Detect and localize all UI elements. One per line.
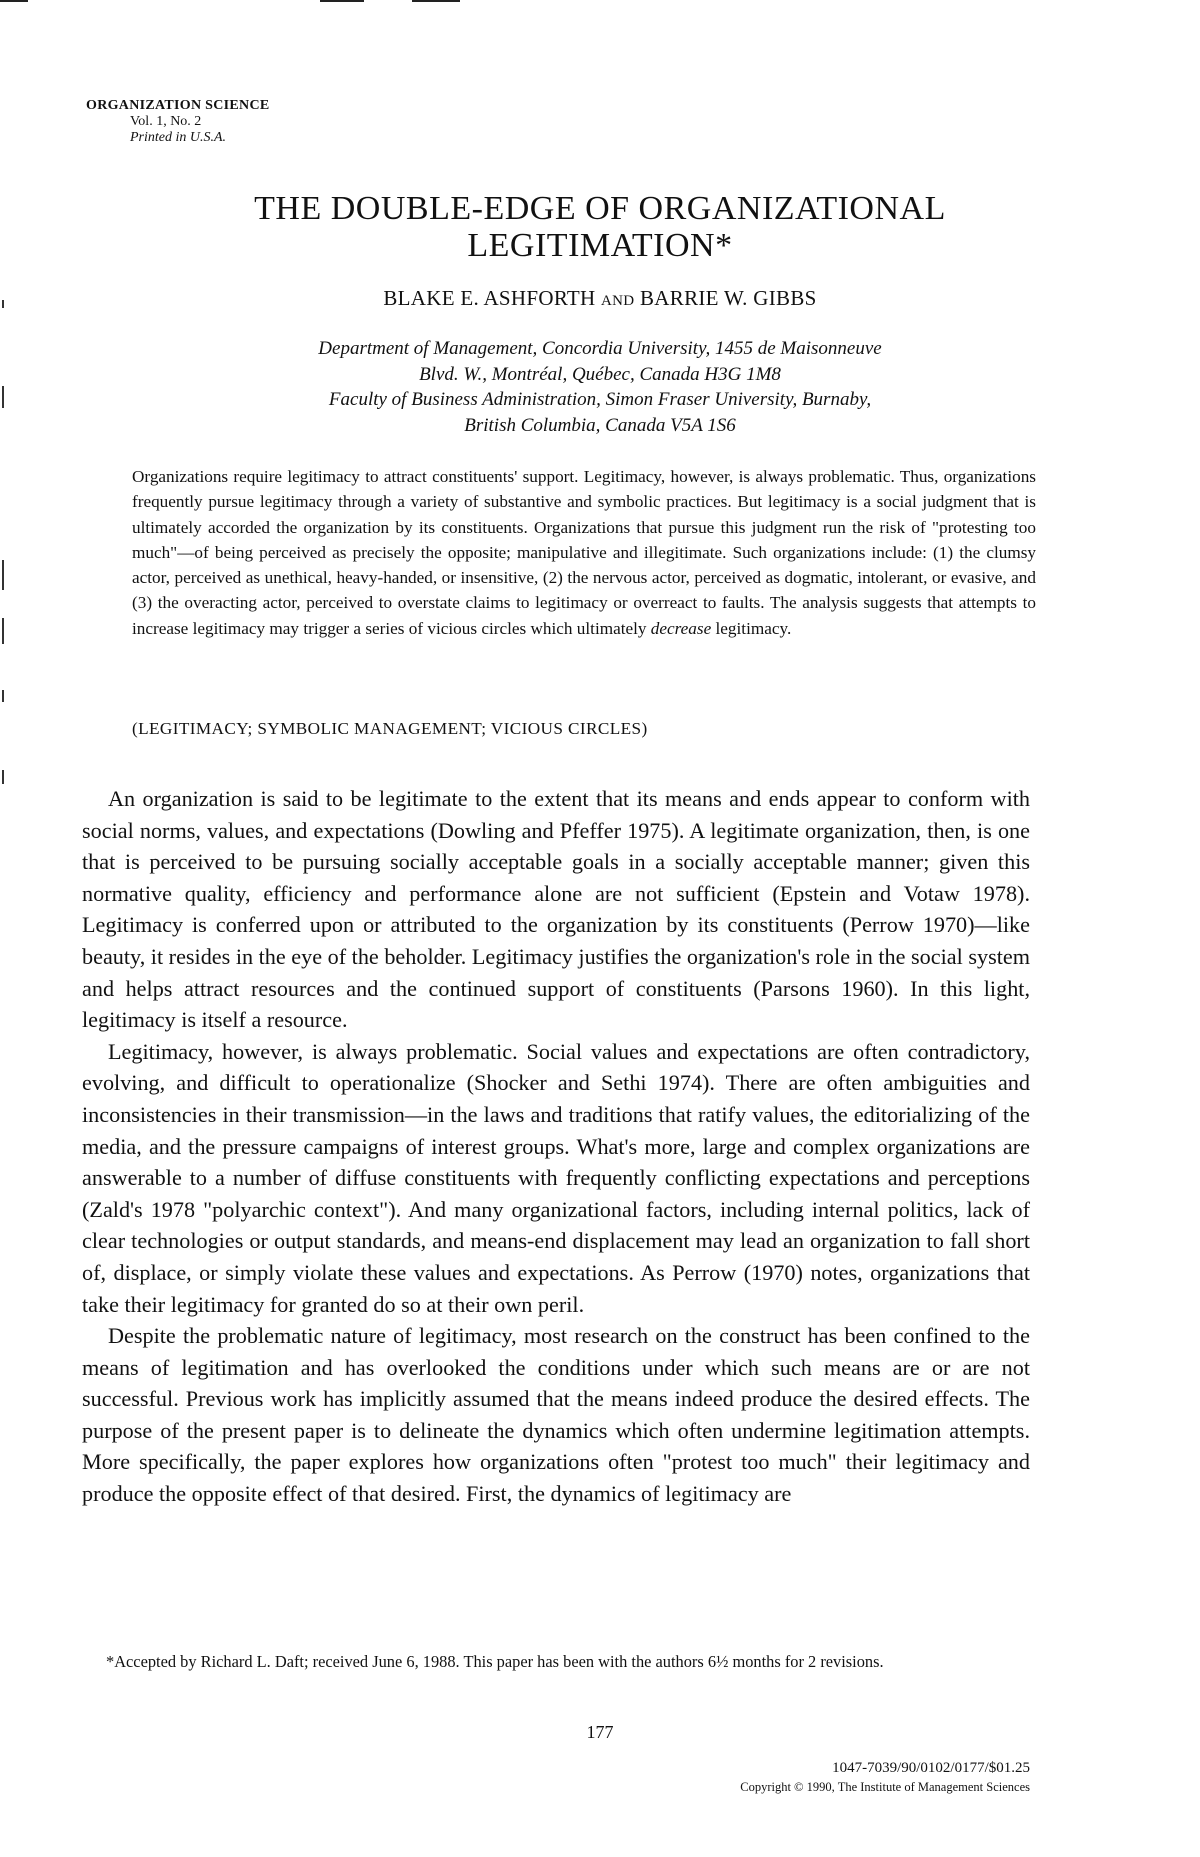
journal-volume: Vol. 1, No. 2 <box>130 114 202 129</box>
publication-info <box>740 1759 1030 1797</box>
abstract-main: Organizations require legitimacy to attract constituents' support. Legitimacy, however, is always problematic. Thus, organizations frequently pursue legitimacy through a variety of substantive and symbolic practices. But legitimacy is a social judgment that is ultimately accorded the organization by its constituents. Organizations that pursue this judgment run the risk of "protesting too much"—of being perceived as precisely the opposite; manipulative and illegitimate. Such organizations include: (1) the clumsy actor, perceived as unethical, heavy-handed, or insensitive, (2) the nervous actor, perceived as dogmatic, intolerant, or evasive, and (3) the overacting actor, perceived to overstate claims to legitimacy or overreact to faults. The analysis suggests that attempts to increase legitimacy may trigger a series of vicious circles which ultimately <box>132 467 1036 638</box>
author-2: BARRIE W. GIBBS <box>640 286 817 310</box>
abstract-end: legitimacy. <box>711 618 792 638</box>
affiliation-line: Blvd. W., Montréal, Québec, Canada H3G 1M8 <box>419 363 781 385</box>
body-paragraph: An organization is said to be legitimate to the extent that its means and ends appear to conform with social norms, values, and expectations (Dowling and Pfeffer 1975). A legitimate organization, then, is one that is perceived to be pursuing socially acceptable goals in a socially acceptable manner; given this normative quality, efficiency and performance alone are not sufficient (Epstein and Votaw 1978). Legitimacy is conferred upon or attributed to the organization by its constituents (Perrow 1970)—like beauty, it resides in the eye of the beholder. Legitimacy justifies the organization's role in the social system and helps attract resources and the continued support of constituents (Parsons 1960). In this light, legitimacy is itself a resource. <box>82 786 1030 1033</box>
author-1: BLAKE E. ASHFORTH <box>383 286 596 310</box>
affiliation-line: British Columbia, Canada V5A 1S6 <box>464 414 736 436</box>
title-line-1: THE DOUBLE-EDGE OF ORGANIZATIONAL <box>254 190 946 227</box>
abstract-text <box>132 464 1036 641</box>
affiliation-line: Department of Management, Concordia University, 1455 de Maisonneuve <box>318 338 882 359</box>
title-line-2: LEGITIMATION* <box>467 227 733 264</box>
author-conjunction: AND <box>601 293 635 309</box>
journal-name: ORGANIZATION SCIENCE <box>86 98 270 113</box>
abstract <box>132 464 1036 641</box>
body-paragraph: Legitimacy, however, is always problematic. Social values and expectations are often contradictory, evolving, and difficult to operationalize (Shocker and Sethi 1974). There are often ambiguities and inconsistencies in their transmission—in the laws and traditions that ratify values, the editorializing of the media, and the pressure campaigns of interest groups. What's more, large and complex organizations are answerable to a number of diffuse constituents with frequently conflicting expectations and perceptions (Zald's 1978 "polyarchic context"). And many organizational factors, including internal politics, lack of clear technologies or output standards, and means-end displacement may lead an organization to fall short of, displace, or simply violate these values and expectations. As Perrow (1970) notes, organizations that take their legitimacy for granted do so at their own peril. <box>82 1038 1030 1317</box>
page-number: 177 <box>586 1722 614 1742</box>
issn-code: 1047-7039/90/0102/0177/$01.25 <box>832 1760 1030 1776</box>
body-text <box>82 783 1030 1510</box>
abstract-emphasis: decrease <box>650 618 712 638</box>
body-paragraph: Despite the problematic nature of legitimacy, most research on the construct has been confined to the means of legitimation and has overlooked the conditions under which such means are or are not successful. Previous work has implicitly assumed that the means indeed produce the desired effects. The purpose of the present paper is to delineate the dynamics which often undermine legitimation attempts. More specifically, the paper explores how organizations often "protest too much" their legitimacy and produce the opposite effect of that desired. First, the dynamics of legitimacy are <box>82 1323 1030 1507</box>
authors <box>120 286 1080 311</box>
affiliation-line: Faculty of Business Administration, Simon Fraser University, Burnaby, <box>328 389 872 410</box>
printed-in: Printed in U.S.A. <box>130 130 227 145</box>
footnote: *Accepted by Richard L. Daft; received June 6, 1988. This paper has been with the authors 6½ months for 2 revisions. <box>106 1652 884 1671</box>
paper-title <box>120 190 1080 264</box>
journal-header <box>86 98 270 146</box>
copyright: Copyright © 1990, The Institute of Management Sciences <box>740 1780 1030 1794</box>
affiliations <box>150 336 1050 438</box>
keywords: (LEGITIMACY; SYMBOLIC MANAGEMENT; VICIOUS CIRCLES) <box>132 719 648 738</box>
